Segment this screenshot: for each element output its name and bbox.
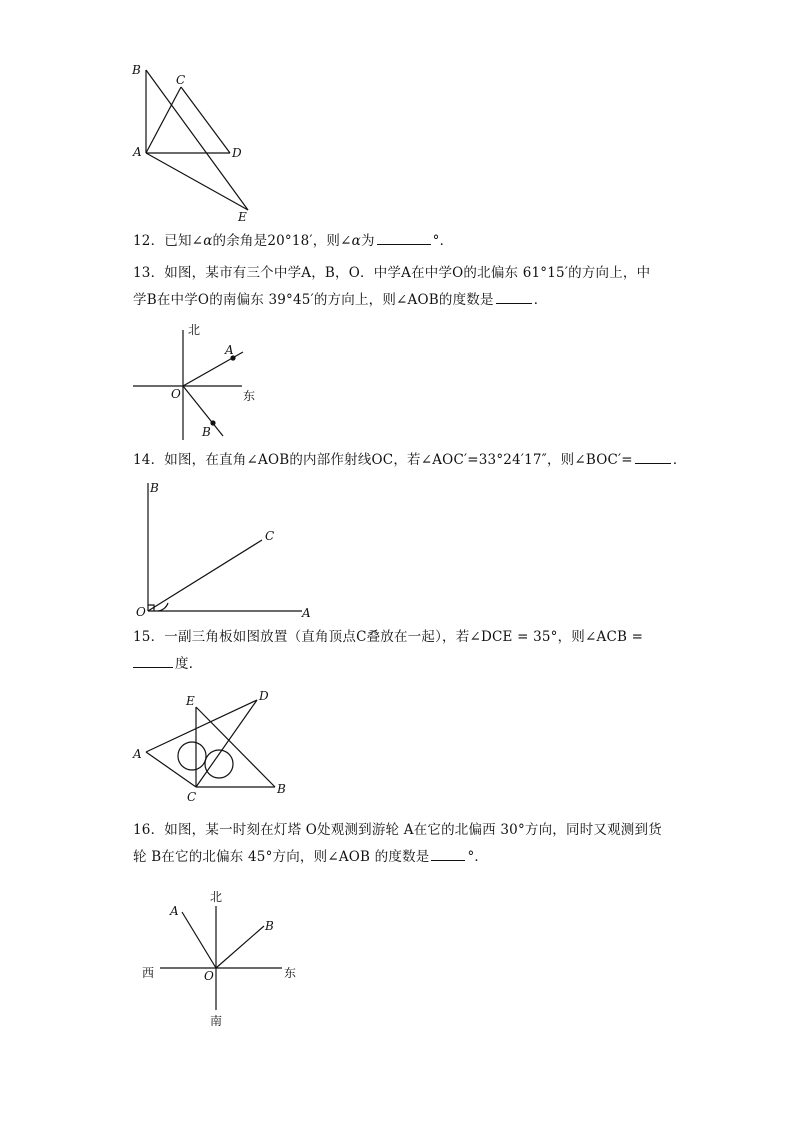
q12-alpha: α <box>203 233 213 249</box>
label-E: E <box>238 210 247 224</box>
q12-suffix: °． <box>432 233 454 249</box>
q13-line-1: 13．如图，某市有三个中学A，B，O．中学A在中学O的北偏东 61°15′的方向上，中 <box>133 265 651 281</box>
q16-line-2: 轮 B在它的北偏东 45°方向，则∠AOB 的度数是 <box>133 849 430 865</box>
label-east: 东 <box>284 966 297 980</box>
label-A: A <box>170 904 179 918</box>
label-C: C <box>265 529 275 543</box>
label-B: B <box>265 919 274 933</box>
label-A: A <box>302 606 311 620</box>
label-C: C <box>176 73 186 87</box>
label-O: O <box>171 387 181 401</box>
label-B: B <box>277 782 286 796</box>
label-north: 北 <box>188 323 201 337</box>
q12-prefix: 12．已知∠ <box>133 233 204 249</box>
q14-text: 14．如图，在直角∠AOB的内部作射线OC，若∠AOC′=33°24′17″，则∠BOC′= <box>133 452 633 468</box>
label-A: A <box>225 343 234 357</box>
label-O: O <box>136 605 146 619</box>
label-D: D <box>232 146 242 160</box>
label-south: 南 <box>210 1014 223 1028</box>
label-E: E <box>186 694 195 708</box>
label-east: 东 <box>243 389 256 403</box>
q13-line-2: 学B在中学O的南偏东 39°45′的方向上，则∠AOB的度数是 <box>133 292 494 308</box>
label-west: 西 <box>142 966 155 980</box>
q12-after: 为 <box>360 233 375 249</box>
label-B: B <box>150 481 159 495</box>
label-A: A <box>133 145 142 159</box>
q12-alpha-2: α <box>351 233 361 249</box>
label-north: 北 <box>210 890 223 904</box>
q15-line-1: 15．一副三角板如图放置（直角顶点C叠放在一起），若∠DCE = 35°，则∠ACB = <box>133 629 644 645</box>
label-B: B <box>202 425 211 439</box>
q15-end: 度． <box>175 656 203 672</box>
label-O: O <box>204 969 214 983</box>
q12-mid: 的余角是20°18′，则∠ <box>212 233 352 249</box>
q14-end: ． <box>672 452 687 468</box>
q16-line-1: 16．如图，某一时刻在灯塔 O处观测到游轮 A在它的北偏西 30°方向，同时又观测到货 <box>133 822 662 838</box>
label-C: C <box>187 790 197 804</box>
label-A: A <box>133 747 142 761</box>
q16-end: °． <box>467 849 489 865</box>
q13-end: ． <box>533 292 548 308</box>
label-D: D <box>259 689 269 703</box>
label-B: B <box>132 63 141 77</box>
